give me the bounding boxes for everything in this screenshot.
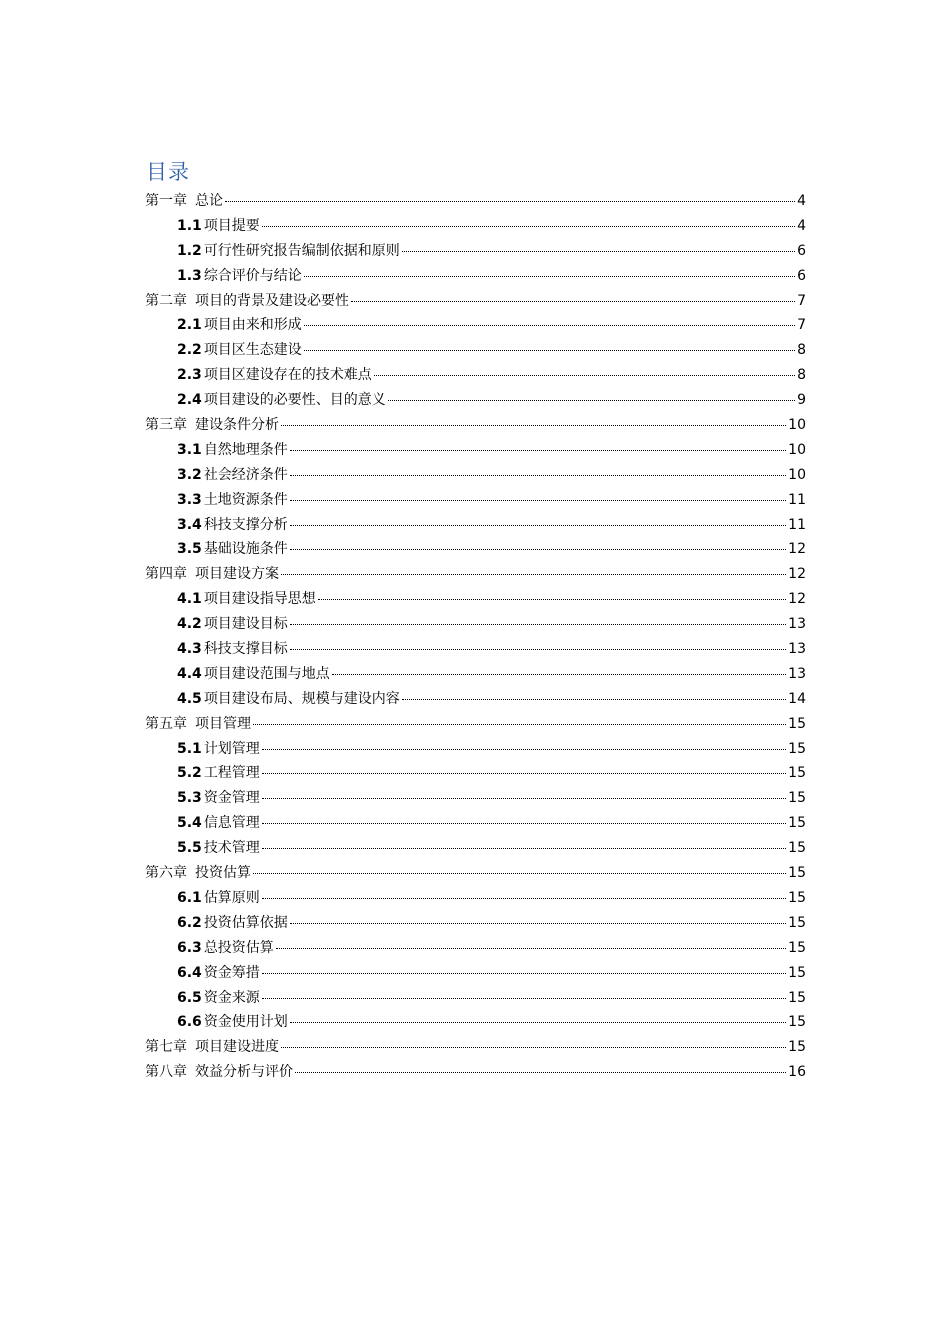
- dot-leader: [290, 499, 786, 501]
- dot-leader: [374, 374, 795, 376]
- dot-leader: [388, 399, 795, 401]
- toc-section-number: 2.2: [177, 342, 202, 359]
- toc-page-number: 15: [788, 1014, 806, 1031]
- toc-entry-label: 总投资估算: [203, 939, 274, 956]
- toc-page-number: 10: [788, 441, 806, 458]
- toc-section-number: 6.4: [177, 964, 202, 981]
- dot-leader: [262, 972, 786, 974]
- toc-page-number: 13: [788, 641, 806, 658]
- toc-page-number: 15: [788, 740, 806, 757]
- toc-page-number: 12: [788, 566, 806, 583]
- toc-section-entry[interactable]: [145, 537, 806, 562]
- toc-page-number: 15: [788, 989, 806, 1006]
- toc-section-number: 6.2: [177, 914, 202, 931]
- dot-leader: [402, 250, 795, 252]
- toc-section-entry[interactable]: [145, 637, 806, 662]
- toc-section-entry[interactable]: [145, 687, 806, 712]
- dot-leader: [281, 424, 786, 426]
- toc-entry-label: 社会经济条件: [203, 466, 288, 483]
- toc-chapter-entry[interactable]: [145, 1060, 806, 1085]
- toc-entry-label: 项目建设指导思想: [203, 591, 316, 608]
- toc-section-number: 4.3: [177, 641, 202, 658]
- toc-section-number: 5.4: [177, 815, 202, 832]
- toc-page-number: 4: [797, 193, 806, 209]
- dot-leader: [332, 673, 786, 675]
- toc-entry-label: 土地资源条件: [203, 491, 288, 508]
- toc-chapter-number: 第六章: [145, 865, 187, 882]
- toc-chapter-entry[interactable]: [145, 712, 806, 737]
- toc-entry-label: 项目建设目标: [203, 616, 288, 633]
- toc-page-number: 11: [788, 491, 806, 508]
- toc-entry-label: 计划管理: [203, 740, 260, 757]
- toc-section-entry[interactable]: [145, 662, 806, 687]
- toc-section-number: 2.3: [177, 367, 202, 384]
- toc-page-number: 15: [788, 1039, 806, 1056]
- dot-leader: [262, 748, 786, 750]
- dot-leader: [290, 474, 786, 476]
- toc-page-number: 15: [788, 715, 806, 732]
- toc-list: [145, 189, 806, 1085]
- toc-entry-label: 项目由来和形成: [203, 317, 302, 334]
- dot-leader: [276, 947, 786, 949]
- dot-leader: [318, 598, 786, 600]
- toc-chapter-entry[interactable]: [145, 189, 806, 214]
- toc-section-number: 5.1: [177, 740, 202, 757]
- toc-chapter-number: 第一章: [145, 193, 187, 209]
- toc-entry-label: 项目管理: [195, 715, 251, 732]
- toc-section-number: 3.4: [177, 516, 202, 533]
- toc-section-entry[interactable]: [145, 264, 806, 289]
- toc-entry-label: 科技支撑分析: [203, 516, 288, 533]
- toc-page-number: 13: [788, 616, 806, 633]
- toc-page-number: 11: [788, 516, 806, 533]
- toc-chapter-number: 第四章: [145, 566, 187, 583]
- toc-section-entry[interactable]: [145, 811, 806, 836]
- toc-section-number: 3.1: [177, 441, 202, 458]
- toc-section-number: 4.1: [177, 591, 202, 608]
- dot-leader: [262, 847, 786, 849]
- toc-entry-label: 项目建设的必要性、目的意义: [203, 392, 386, 409]
- toc-section-entry[interactable]: [145, 786, 806, 811]
- dot-leader: [262, 797, 786, 799]
- toc-page-number: 15: [788, 765, 806, 782]
- toc-section-number: 2.4: [177, 392, 202, 409]
- toc-page-number: 6: [797, 242, 806, 259]
- dot-leader: [290, 922, 786, 924]
- toc-section-entry[interactable]: [145, 513, 806, 538]
- toc-section-entry[interactable]: [145, 363, 806, 388]
- toc-chapter-number: 第五章: [145, 715, 187, 732]
- toc-section-entry[interactable]: [145, 886, 806, 911]
- toc-page-number: 10: [788, 466, 806, 483]
- toc-page-number: 15: [788, 939, 806, 956]
- dot-leader: [262, 997, 786, 999]
- dot-leader: [290, 548, 786, 550]
- toc-chapter-number: 第八章: [145, 1064, 187, 1081]
- toc-entry-label: 工程管理: [203, 765, 260, 782]
- toc-section-number: 5.3: [177, 790, 202, 807]
- dot-leader: [225, 200, 795, 202]
- toc-entry-label: 投资估算依据: [203, 914, 288, 931]
- toc-entry-label: 项目建设布局、规模与建设内容: [203, 690, 400, 707]
- toc-entry-label: 效益分析与评价: [195, 1064, 293, 1081]
- toc-entry-label: 估算原则: [203, 889, 260, 906]
- dot-leader: [295, 1071, 786, 1073]
- toc-title: 目录: [146, 160, 190, 185]
- dot-leader: [290, 524, 786, 526]
- toc-section-entry[interactable]: [145, 313, 806, 338]
- toc-page-number: 8: [797, 367, 806, 384]
- toc-entry-label: 自然地理条件: [203, 441, 288, 458]
- toc-chapter-entry[interactable]: [145, 289, 806, 314]
- toc-section-entry[interactable]: [145, 1010, 806, 1035]
- toc-section-entry[interactable]: [145, 438, 806, 463]
- toc-entry-label: 科技支撑目标: [203, 641, 288, 658]
- toc-section-number: 1.1: [177, 217, 202, 234]
- toc-entry-label: 项目区生态建设: [203, 342, 302, 359]
- toc-section-entry[interactable]: [145, 488, 806, 513]
- toc-page-number: 15: [788, 865, 806, 882]
- toc-section-number: 1.3: [177, 267, 202, 284]
- toc-section-number: 6.5: [177, 989, 202, 1006]
- toc-section-number: 6.1: [177, 889, 202, 906]
- toc-section-number: 6.6: [177, 1014, 202, 1031]
- toc-page-number: 12: [788, 591, 806, 608]
- dot-leader: [281, 573, 786, 575]
- toc-page-number: 15: [788, 964, 806, 981]
- dot-leader: [304, 324, 795, 326]
- toc-section-entry[interactable]: [145, 737, 806, 762]
- toc-section-number: 6.3: [177, 939, 202, 956]
- toc-chapter-entry[interactable]: [145, 562, 806, 587]
- toc-entry-label: 资金使用计划: [203, 1014, 288, 1031]
- toc-page-number: 15: [788, 840, 806, 857]
- toc-section-entry[interactable]: [145, 612, 806, 637]
- toc-page-number: 13: [788, 665, 806, 682]
- toc-section-entry[interactable]: [145, 761, 806, 786]
- toc-section-entry[interactable]: [145, 214, 806, 239]
- dot-leader: [253, 872, 786, 874]
- toc-entry-label: 项目建设方案: [195, 566, 279, 583]
- toc-section-number: 4.5: [177, 690, 202, 707]
- toc-section-entry[interactable]: [145, 836, 806, 861]
- toc-page-number: 4: [797, 217, 806, 234]
- toc-entry-label: 资金管理: [203, 790, 260, 807]
- toc-page-number: 7: [797, 292, 806, 309]
- toc-entry-label: 项目建设进度: [195, 1039, 279, 1056]
- dot-leader: [290, 1021, 786, 1023]
- toc-entry-label: 技术管理: [203, 840, 260, 857]
- toc-chapter-entry[interactable]: [145, 1035, 806, 1060]
- toc-section-number: 4.2: [177, 616, 202, 633]
- dot-leader: [304, 275, 795, 277]
- dot-leader: [253, 723, 786, 725]
- toc-chapter-entry[interactable]: [145, 861, 806, 886]
- dot-leader: [262, 772, 786, 774]
- toc-section-entry[interactable]: [145, 239, 806, 264]
- toc-page-number: 6: [797, 267, 806, 284]
- toc-page-number: 15: [788, 889, 806, 906]
- toc-section-entry[interactable]: [145, 961, 806, 986]
- toc-entry-label: 项目的背景及建设必要性: [195, 292, 349, 309]
- toc-section-entry[interactable]: [145, 388, 806, 413]
- toc-page-number: 15: [788, 914, 806, 931]
- dot-leader: [262, 822, 786, 824]
- toc-entry-label: 综合评价与结论: [203, 267, 302, 284]
- toc-entry-label: 信息管理: [203, 815, 260, 832]
- toc-entry-label: 可行性研究报告编制依据和原则: [203, 242, 400, 259]
- toc-entry-label: 总论: [195, 193, 223, 209]
- toc-section-entry[interactable]: [145, 911, 806, 936]
- toc-entry-label: 项目提要: [203, 217, 260, 234]
- dot-leader: [351, 300, 795, 302]
- toc-entry-label: 资金筹措: [203, 964, 260, 981]
- toc-section-number: 4.4: [177, 665, 202, 682]
- toc-entry-label: 建设条件分析: [195, 417, 279, 434]
- dot-leader: [262, 897, 786, 899]
- toc-section-number: 3.5: [177, 541, 202, 558]
- dot-leader: [281, 1046, 786, 1048]
- toc-page-number: 8: [797, 342, 806, 359]
- toc-section-number: 5.2: [177, 765, 202, 782]
- dot-leader: [402, 698, 786, 700]
- toc-section-entry[interactable]: [145, 463, 806, 488]
- toc-chapter-number: 第七章: [145, 1039, 187, 1056]
- toc-entry-label: 资金来源: [203, 989, 260, 1006]
- toc-section-entry[interactable]: [145, 338, 806, 363]
- toc-section-number: 2.1: [177, 317, 202, 334]
- dot-leader: [290, 648, 786, 650]
- toc-entry-label: 项目建设范围与地点: [203, 665, 330, 682]
- toc-entry-label: 基础设施条件: [203, 541, 288, 558]
- toc-section-number: 3.2: [177, 466, 202, 483]
- toc-chapter-number: 第二章: [145, 292, 187, 309]
- toc-entry-label: 项目区建设存在的技术难点: [203, 367, 372, 384]
- toc-entry-label: 投资估算: [195, 865, 251, 882]
- toc-page-number: 15: [788, 815, 806, 832]
- toc-section-number: 3.3: [177, 491, 202, 508]
- toc-chapter-entry[interactable]: [145, 413, 806, 438]
- toc-page-number: 15: [788, 790, 806, 807]
- dot-leader: [290, 623, 786, 625]
- toc-page-number: 7: [797, 317, 806, 334]
- toc-page-number: 10: [788, 417, 806, 434]
- dot-leader: [304, 349, 795, 351]
- toc-page-number: 14: [788, 690, 806, 707]
- toc-page-number: 16: [788, 1064, 806, 1081]
- toc-section-entry[interactable]: [145, 986, 806, 1011]
- dot-leader: [290, 449, 786, 451]
- dot-leader: [262, 225, 795, 227]
- toc-section-entry[interactable]: [145, 587, 806, 612]
- toc-chapter-number: 第三章: [145, 417, 187, 434]
- toc-section-entry[interactable]: [145, 936, 806, 961]
- toc-section-number: 5.5: [177, 840, 202, 857]
- toc-section-number: 1.2: [177, 242, 202, 259]
- toc-page-number: 12: [788, 541, 806, 558]
- toc-page-number: 9: [797, 392, 806, 409]
